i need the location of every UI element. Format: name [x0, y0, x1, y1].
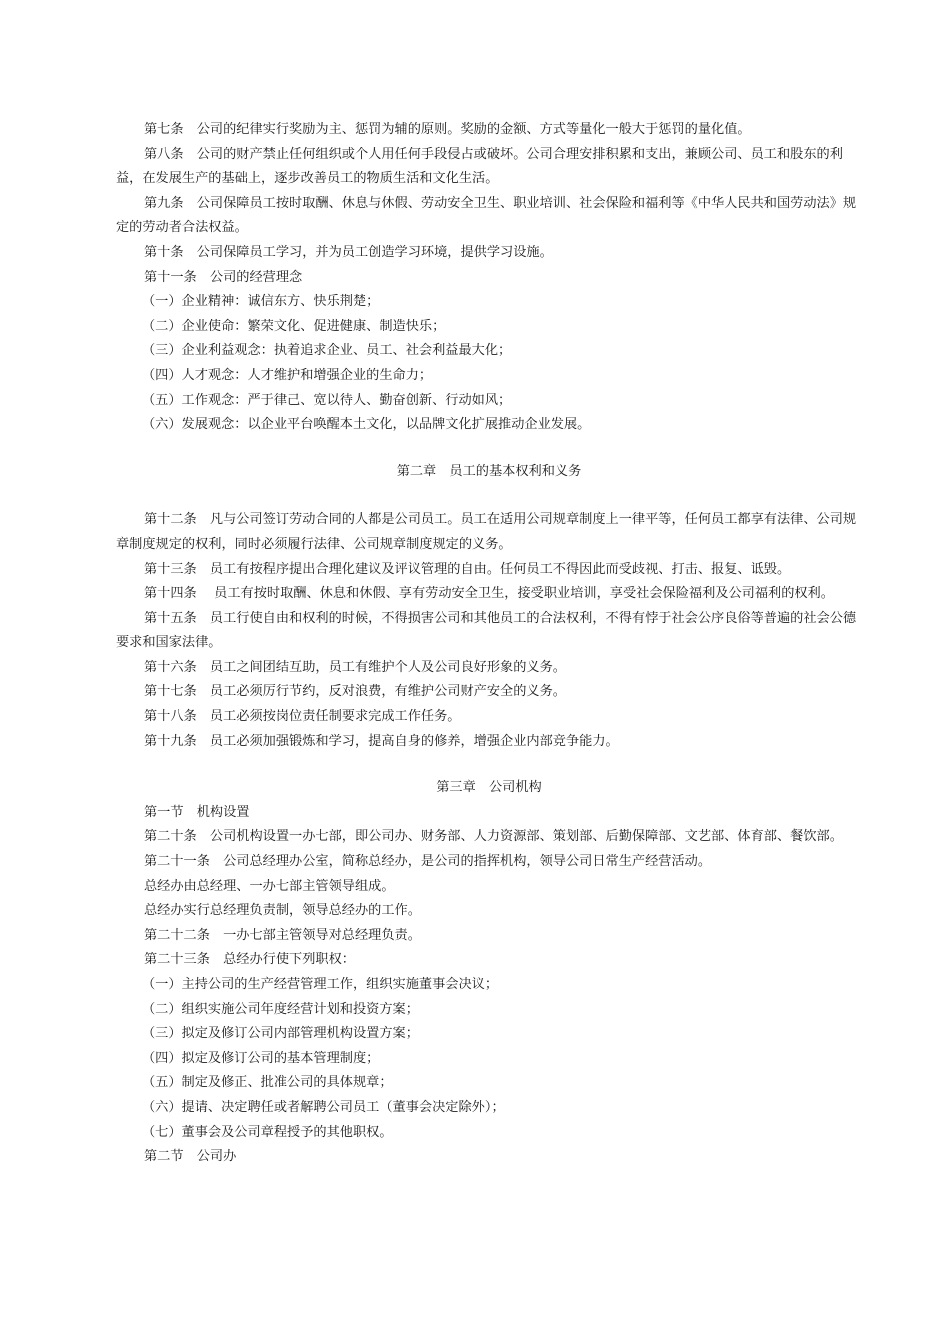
list-item: （六）发展观念：以企业平台唤醒本土文化，以品牌文化扩展推动企业发展。 [142, 417, 591, 433]
article-paragraph: 第一节 机构设置 [144, 804, 250, 820]
article-paragraph: 第十四条 员工有按时取酬、休息和休假、享有劳动安全卫生，接受职业培训，享受社会保险福利及公司福利的权利。 [144, 586, 834, 602]
article-paragraph: 总经办由总经理、一办七部主管领导组成。 [144, 878, 395, 894]
article-paragraph: 第二十一条 公司总经理办公室，简称总经办，是公司的指挥机构，领导公司日常生产经营活动。 [144, 854, 712, 870]
article-paragraph: 第十八条 员工必须按岗位责任制要求完成工作任务。 [144, 709, 461, 725]
article-paragraph: 第十一条 公司的经营理念 [144, 269, 303, 285]
article-paragraph: 第十七条 员工必须厉行节约，反对浪费，有维护公司财产安全的义务。 [144, 684, 566, 700]
list-item: （一）主持公司的生产经营管理工作，组织实施董事会决议； [142, 977, 499, 992]
list-item: （五）制定及修正、批准公司的具体规章； [142, 1075, 393, 1091]
article-paragraph: 第十五条 员工行使自由和权利的时候，不得损害公司和其他员工的合法权利，不得有悖于社会公序良俗等普遍的社会公德要求和国家法律。 [116, 610, 857, 651]
article-paragraph: 第十六条 员工之间团结互助，员工有维护个人及公司良好形象的义务。 [144, 659, 566, 675]
article-paragraph: 第二十三条 总经办行使下列职权： [144, 952, 355, 968]
article-paragraph: 第二节 公司办 [144, 1149, 237, 1165]
list-item: （一）企业精神：诚信东方、快乐荆楚； [142, 294, 380, 310]
list-item: （二）组织实施公司年度经营计划和投资方案； [142, 1001, 419, 1017]
article-paragraph: 第八条 公司的财产禁止任何组织或个人用任何手段侵占或破坏。公司合理安排积累和支出，兼顾公司、员工和股东的利益，在发展生产的基础上，逐步改善员工的物质生活和文化生活。 [116, 146, 843, 187]
article-paragraph: 第十条 公司保障员工学习，并为员工创造学习环境，提供学习设施。 [144, 244, 553, 260]
article-paragraph: 第二十二条 一办七部主管领导对总经理负责。 [144, 927, 421, 943]
article-paragraph: 总经办实行总经理负责制，领导总经办的工作。 [144, 903, 421, 919]
list-item: （二）企业使命：繁荣文化、促进健康、制造快乐； [142, 318, 446, 334]
list-item: （五）工作观念：严于律己、宽以待人、勤奋创新、行动如风； [142, 392, 512, 408]
chapter-heading: 第三章 公司机构 [436, 780, 542, 796]
section-spacer [116, 438, 862, 460]
article-paragraph: 第十九条 员工必须加强锻炼和学习，提高自身的修养，增强企业内部竞争能力。 [144, 733, 619, 749]
article-paragraph: 第九条 公司保障员工按时取酬、休息与休假、劳动安全卫生、职业培训、社会保险和福利等《中华人民共和国劳动法》规定的劳动者合法权益。 [116, 195, 857, 236]
list-item: （四）人才观念：人才维护和增强企业的生命力； [142, 367, 433, 383]
list-item: （三）拟定及修订公司内部管理机构设置方案； [142, 1026, 419, 1042]
article-paragraph: 第七条 公司的纪律实行奖励为主、惩罚为辅的原则。奖励的金额、方式等量化一般大于惩罚的量化值。 [144, 122, 751, 137]
chapter-heading: 第二章 员工的基本权利和义务 [396, 463, 582, 479]
list-item: （六）提请、决定聘任或者解聘公司员工（董事会决定除外）； [142, 1099, 505, 1115]
section-spacer [116, 484, 862, 508]
list-item: （七）董事会及公司章程授予的其他职权。 [142, 1124, 393, 1140]
section-spacer [116, 754, 862, 776]
article-paragraph: 第十二条 凡与公司签订劳动合同的人都是公司员工。员工在适用公司规章制度上一律平等，任何员工都享有法律、公司规章制度规定的权利，同时必须履行法律、公司规章制度规定的义务。 [116, 512, 857, 552]
article-paragraph: 第二十条 公司机构设置一办七部，即公司办、财务部、人力资源部、策划部、后勤保障部、文艺部、体育部、餐饮部。 [144, 829, 843, 845]
list-item: （四）拟定及修订公司的基本管理制度； [142, 1050, 380, 1066]
article-paragraph: 第十三条 员工有按程序提出合理化建议及评议管理的自由。任何员工不得因此而受歧视、打击、报复、诋毁。 [144, 561, 791, 577]
list-item: （三）企业利益观念：执着追求企业、员工、社会利益最大化； [142, 343, 512, 359]
document-body [116, 118, 862, 1170]
